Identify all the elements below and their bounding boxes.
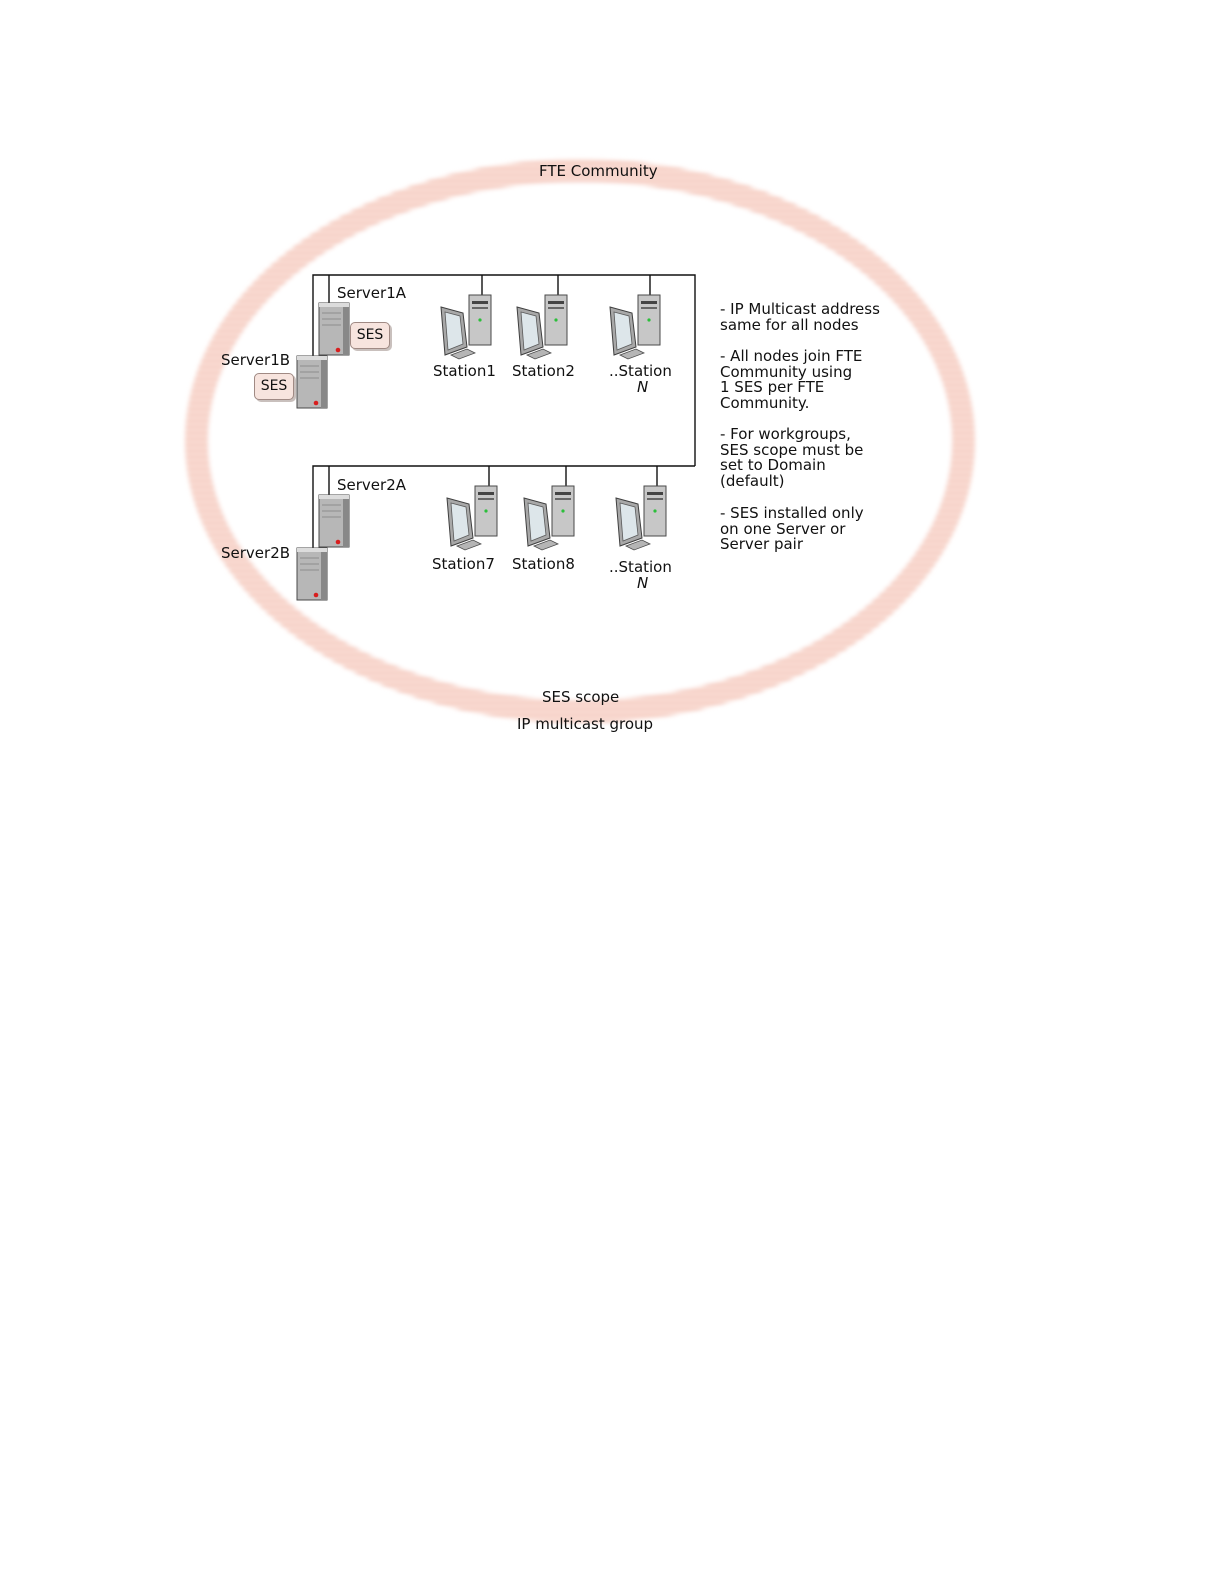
note-line: same for all nodes: [720, 315, 859, 334]
station7-label: Station7: [432, 555, 495, 573]
server2a-icon: [319, 495, 349, 547]
note-line: set to Domain: [720, 456, 826, 475]
note-ses-installed: [720, 506, 905, 553]
note-multicast-address: [720, 302, 905, 333]
note-join-community: [720, 349, 905, 411]
server1b-label: Server1B: [221, 351, 291, 369]
server2b-label: Server2B: [221, 544, 291, 562]
station-n-label: ..Station: [609, 362, 672, 380]
community-title: FTE Community: [539, 162, 658, 180]
station2-label: Station2: [512, 362, 575, 380]
ses-badge-server1b: SES: [254, 373, 294, 400]
station1-label: Station1: [433, 362, 496, 380]
note-line: 1 SES per FTE: [720, 378, 825, 397]
note-line: (default): [720, 471, 785, 490]
note-line: on one Server or: [720, 519, 846, 538]
server1b-icon: [297, 356, 327, 408]
station-n-2-suffix: N: [637, 574, 649, 592]
note-line: SES scope must be: [720, 440, 864, 459]
note-line: Community using: [720, 362, 853, 381]
station-n-suffix: N: [637, 378, 649, 396]
note-line: - All nodes join FTE: [720, 347, 863, 365]
note-workgroups: [720, 427, 905, 489]
server1a-icon: [319, 303, 349, 355]
note-line: Server pair: [720, 535, 804, 554]
station-n-2-label: ..Station: [609, 558, 672, 576]
server1a-label: Server1A: [337, 284, 406, 302]
server2a-label: Server2A: [337, 476, 406, 494]
note-line: - SES installed only: [720, 504, 864, 522]
ses-badge-server1a: SES: [350, 322, 390, 349]
ses-scope-label: SES scope: [542, 688, 620, 706]
note-line: - For workgroups,: [720, 425, 851, 443]
note-line: Community.: [720, 393, 810, 412]
note-line: - IP Multicast address: [720, 300, 880, 318]
multicast-group-label: IP multicast group: [517, 715, 654, 733]
server2b-icon: [297, 548, 327, 600]
station8-label: Station8: [512, 555, 575, 573]
